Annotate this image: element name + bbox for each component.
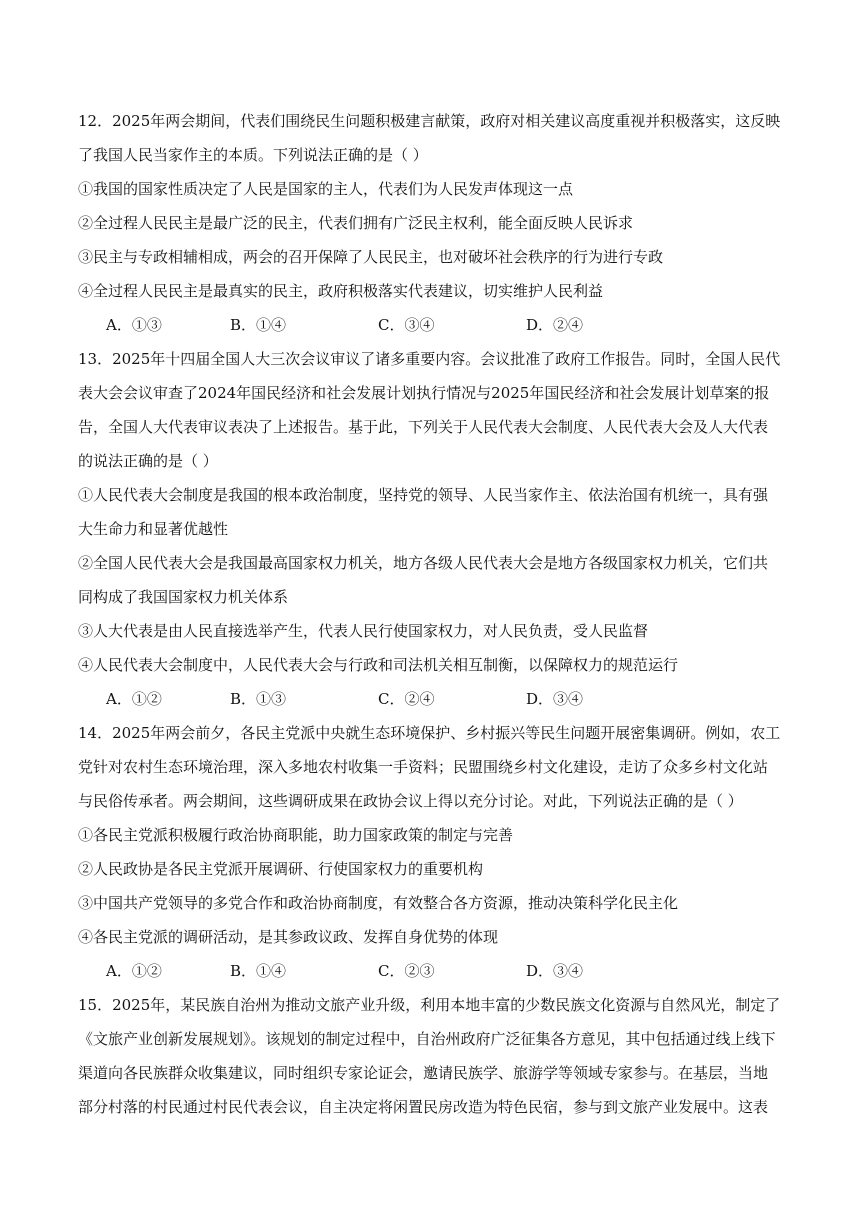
q14-stem-line-1: 14．2025年两会前夕，各民主党派中央就生态环境保护、乡村振兴等民生问题开展密集调研。例如，农工 xyxy=(78,724,780,742)
q12-statement-1: ①我国的国家性质决定了人民是国家的主人，代表们为人民发声体现这一点 xyxy=(78,180,574,198)
q12-statement-4: ④全过程人民民主是最真实的民主，政府积极落实代表建议，切实维护人民利益 xyxy=(78,282,604,300)
q13-statement-4: ④人民代表大会制度中，人民代表大会与行政和司法机关相互制衡，以保障权力的规范运行 xyxy=(78,656,679,674)
q12-stem-line-2: 了我国人民当家作主的本质。下列说法正确的是（ ） xyxy=(78,146,428,164)
q14-statement-1: ①各民主党派积极履行政治协商职能，助力国家政策的制定与完善 xyxy=(78,826,514,844)
q14-statement-3: ③中国共产党领导的多党合作和政治协商制度，有效整合各方资源，推动决策科学化民主化 xyxy=(78,894,679,912)
q15-stem-line-2: 《文旅产业创新发展规划》。该规划的制定过程中，自治州政府广泛征集各方意见，其中包括通过线上线下 xyxy=(78,1030,776,1048)
q13-statement-1-line-2: 大生命力和显著优越性 xyxy=(78,520,229,538)
q14-option-c[interactable]: C．②③ xyxy=(378,962,435,980)
q13-option-c[interactable]: C．②④ xyxy=(378,690,435,708)
q13-option-d[interactable]: D．③④ xyxy=(526,690,584,708)
q14-option-a[interactable]: A．①② xyxy=(106,962,162,980)
q13-stem-line-2: 表大会会议审查了2024年国民经济和社会发展计划执行情况与2025年国民经济和社会发展计划草案的报 xyxy=(78,384,770,402)
q12-option-a[interactable]: A．①③ xyxy=(106,316,162,334)
q14-stem-line-2: 党针对农村生态环境治理，深入多地农村收集一手资料；民盟围绕乡村文化建设，走访了众多乡村文化站 xyxy=(78,758,769,776)
q12-statement-3: ③民主与专政相辅相成，两会的召开保障了人民民主，也对破坏社会秩序的行为进行专政 xyxy=(78,248,664,266)
q15-stem-line-1: 15．2025年，某民族自治州为推动文旅产业升级，利用本地丰富的少数民族文化资源与自然风光，制定了 xyxy=(78,996,780,1014)
q13-statement-3: ③人大代表是由人民直接选举产生，代表人民行使国家权力，对人民负责，受人民监督 xyxy=(78,622,649,640)
q12-stem-line-1: 12．2025年两会期间，代表们围绕民生问题积极建言献策，政府对相关建议高度重视并积极落实，这反映 xyxy=(78,112,780,130)
q14-option-b[interactable]: B．①④ xyxy=(230,962,287,980)
q15-stem-line-3: 渠道向各民族群众收集建议，同时组织专家论证会，邀请民族学、旅游学等领域专家参与。在基层，当地 xyxy=(78,1064,769,1082)
q14-option-d[interactable]: D．③④ xyxy=(526,962,584,980)
q13-stem-line-1: 13．2025年十四届全国人大三次会议审议了诸多重要内容。会议批准了政府工作报告。同时，全国人民代 xyxy=(78,350,780,368)
q14-stem-line-3: 与民俗传承者。两会期间，这些调研成果在政协会议上得以充分讨论。对此，下列说法正确的是（ ） xyxy=(78,792,743,810)
q14-statement-4: ④各民主党派的调研活动，是其参政议政、发挥自身优势的体现 xyxy=(78,928,499,946)
q13-option-b[interactable]: B．①③ xyxy=(230,690,287,708)
q15-stem-line-4: 部分村落的村民通过村民代表会议，自主决定将闲置民房改造为特色民宿，参与到文旅产业发展中。这表 xyxy=(78,1098,769,1116)
q13-stem-line-3: 告，全国人大代表审议表决了上述报告。基于此，下列关于人民代表大会制度、人民代表大会及人大代表 xyxy=(78,418,769,436)
q12-option-c[interactable]: C．③④ xyxy=(378,316,435,334)
q13-stem-line-4: 的说法正确的是（ ） xyxy=(78,452,218,470)
q12-statement-2: ②全过程人民民主是最广泛的民主，代表们拥有广泛民主权利，能全面反映人民诉求 xyxy=(78,214,634,232)
q13-statement-2-line-1: ②全国人民代表大会是我国最高国家权力机关，地方各级人民代表大会是地方各级国家权力机关，它们共 xyxy=(78,554,769,572)
q12-option-d[interactable]: D．②④ xyxy=(526,316,584,334)
q13-statement-2-line-2: 同构成了我国国家权力机关体系 xyxy=(78,588,289,606)
q13-option-a[interactable]: A．①② xyxy=(106,690,162,708)
q12-option-b[interactable]: B．①④ xyxy=(230,316,287,334)
q14-statement-2: ②人民政协是各民主党派开展调研、行使国家权力的重要机构 xyxy=(78,860,484,878)
q13-statement-1-line-1: ①人民代表大会制度是我国的根本政治制度，坚持党的领导、人民当家作主、依法治国有机统一，具有强 xyxy=(78,486,769,504)
